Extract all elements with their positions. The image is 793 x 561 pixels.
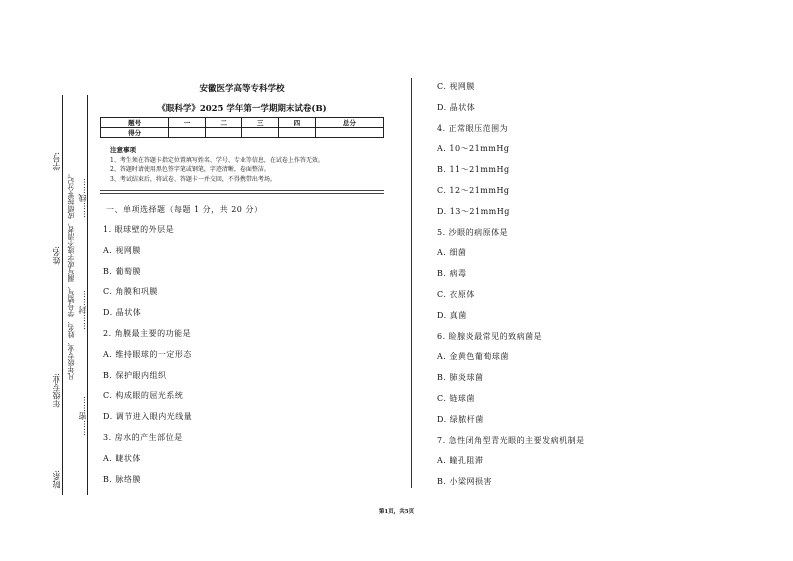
question-line: D. 调节进入眼内光线量: [103, 412, 193, 422]
column-separator: [411, 78, 412, 488]
binding-line-outer: [62, 95, 63, 495]
question-line: B. 病毒: [437, 269, 467, 279]
binding-warning: 凡年级专业、姓名、学号错写、漏写或字迹不清者，成绩按零分记。: [67, 170, 75, 380]
question-line: D. 13～21mmHg: [437, 206, 510, 216]
page-number: 第1页，共5页: [378, 509, 415, 515]
notice-item: 3、考试结束后，将试卷、答题卡一并交回，不得携带出考场。: [110, 175, 276, 183]
question-line: D. 晶状体: [103, 308, 142, 318]
score-header-cell: 题号: [101, 118, 169, 128]
question-line: 5. 沙眼的病原体是: [437, 227, 509, 237]
score-row-label: 得分: [101, 128, 169, 138]
question-line: C. 角膜和巩膜: [103, 287, 158, 297]
question-line: 6. 睑腺炎最常见的致病菌是: [437, 331, 543, 341]
question-line: B. 小梁网损害: [437, 477, 492, 487]
question-line: A. 视网膜: [103, 245, 141, 255]
question-line: 3. 房水的产生部位是: [103, 433, 183, 442]
question-line: A. 瞳孔阻滞: [437, 456, 484, 466]
school-label: 院系:: [52, 470, 61, 489]
seal-line-mark: ……线……: [78, 178, 87, 218]
question-line: C. 12～21mmHg: [437, 186, 510, 195]
question-line: C. 视网膜: [437, 82, 475, 91]
question-line: C. 链球菌: [437, 394, 475, 403]
score-cell[interactable]: [279, 128, 316, 138]
score-header-cell: 二: [205, 118, 242, 128]
question-line: B. 11～21mmHg: [437, 165, 510, 175]
class-label: 年级专业:: [52, 373, 61, 408]
notice-item: 1、考生须在答题卡指定位置填写姓名、学号、专业等信息，在试卷上作答无效。: [110, 156, 324, 164]
question-line: A. 睫状体: [103, 453, 141, 463]
question-line: B. 肺炎球菌: [437, 373, 484, 383]
question-line: A. 维持眼球的一定形态: [103, 349, 192, 359]
question-line: 2. 角膜最主要的功能是: [103, 329, 192, 338]
notice-item: 2、答题时请使用黑色签字笔或钢笔，字迹清晰，卷面整洁。: [110, 166, 270, 173]
score-cell[interactable]: [205, 128, 242, 138]
question-line: D. 晶状体: [437, 102, 476, 112]
question-line: 4. 正常眼压范围为: [437, 123, 509, 133]
score-cell[interactable]: [315, 128, 383, 138]
question-line: A. 细菌: [437, 248, 467, 258]
divider-line: [100, 190, 384, 191]
student-id-label: 学号:: [52, 152, 61, 171]
score-header-cell: 一: [169, 118, 206, 128]
question-line: D. 绿脓杆菌: [437, 414, 484, 424]
score-table-score-row: [101, 128, 384, 138]
school-name: 安徽医学高等专科学校: [199, 84, 285, 94]
score-table: [100, 117, 384, 138]
name-label: 姓名:: [52, 246, 61, 265]
question-line: 1. 眼球壁的外层是: [103, 225, 175, 234]
seal-mark: ……封……: [78, 290, 87, 330]
binding-line-inner: [87, 95, 88, 495]
question-line: B. 脉络膜: [103, 474, 141, 484]
score-cell[interactable]: [242, 128, 279, 138]
exam-title: 《眼科学》2025 学年第一学期期末试卷(B): [157, 104, 327, 114]
question-line: A. 金黄色葡萄球菌: [437, 352, 509, 362]
score-header-cell: 三: [242, 118, 279, 128]
question-line: 7. 急性闭角型青光眼的主要发病机制是: [437, 435, 585, 445]
notice-title: 注意事项: [110, 146, 136, 154]
score-cell[interactable]: [169, 128, 206, 138]
section-title: 一、单项选择题（每题 1 分，共 20 分）: [106, 205, 263, 214]
question-line: D. 真菌: [437, 310, 467, 320]
secret-mark: ……密……: [78, 396, 87, 436]
score-header-cell: 四: [279, 118, 316, 128]
score-header-cell: 总分: [315, 118, 383, 128]
notice-block: [110, 146, 390, 184]
question-line: B. 保护眼内组织: [103, 370, 167, 380]
divider-line: [100, 193, 384, 194]
score-table-header-row: [101, 118, 384, 128]
question-line: C. 构成眼的屈光系统: [103, 391, 184, 401]
question-line: A. 10～21mmHg: [437, 144, 510, 154]
question-line: B. 葡萄膜: [103, 266, 141, 276]
question-line: C. 衣原体: [437, 290, 475, 299]
